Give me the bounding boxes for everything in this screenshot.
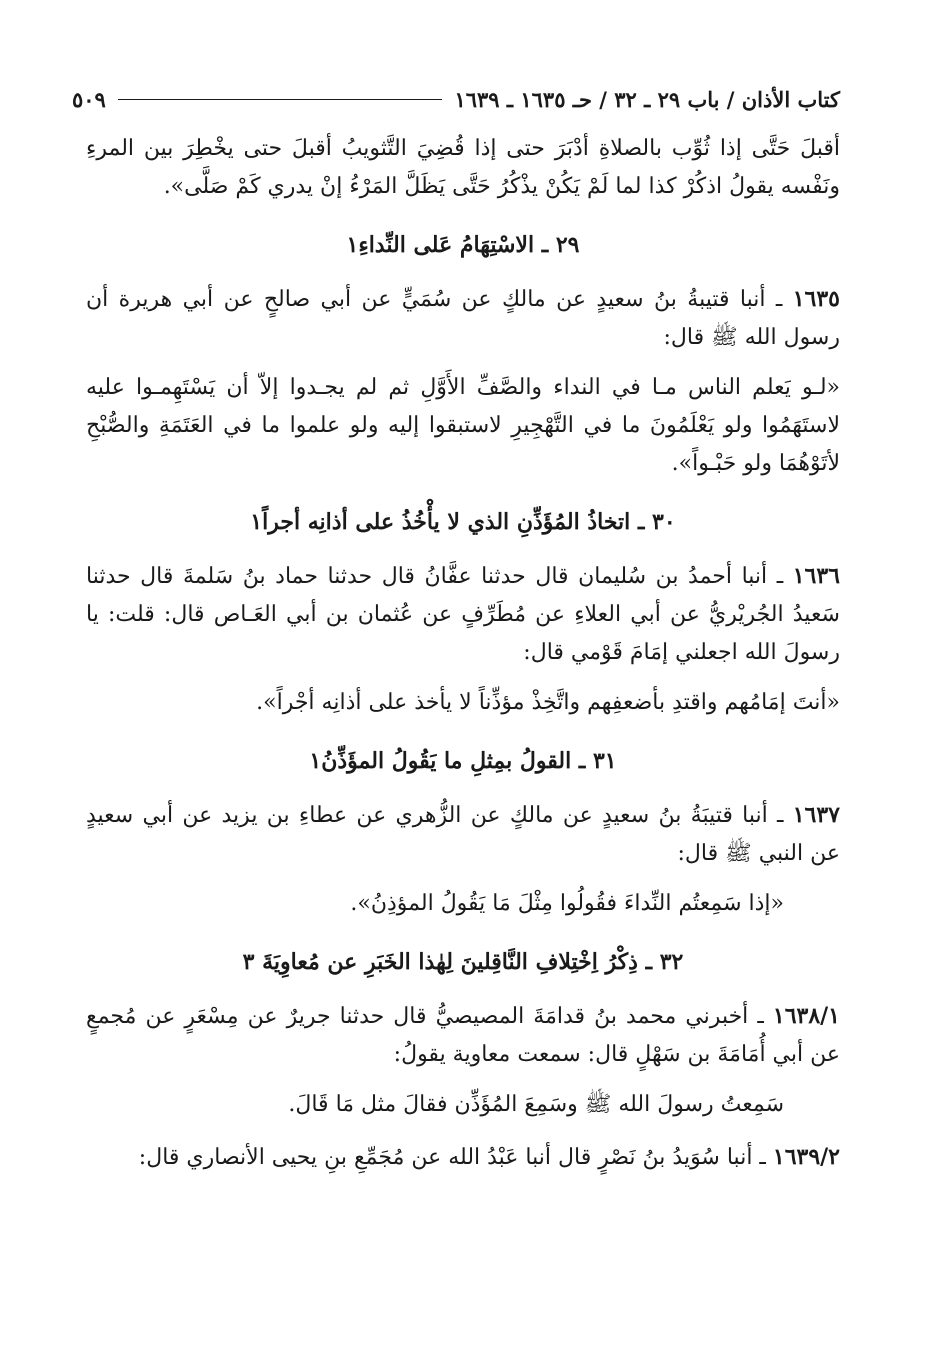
- hadith-isnad: ـ أخبرني محمد بنُ قدامَةَ المصيصيُّ قال حدثنا جريرٌ عن مِسْعَرٍ عن مُجمعٍ عن أبي أُمَامَةَ بن سَهْلٍ قال: سمعت معاوية يقولُ:: [86, 1004, 840, 1067]
- hadith-number: ١٦٣٧: [792, 802, 840, 828]
- page-number: ٥٠٩: [72, 86, 106, 112]
- hadith-isnad: ـ أنبا أحمدُ بن سُليمان قال حدثنا عفَّانُ قال حدثنا حماد بنُ سَلمةَ قال حدثنا سَعيدُ الجُريْريُّ عن أبي العلاءِ عن مُطَرِّفٍ عن عُثمان بن أبي العَـاص قال: قلت: يا رسولَ الله اجعلني إمَامَ قَوْمي قال:: [86, 564, 840, 665]
- continuation-text: أقبلَ حَتَّى إذا ثُوِّب بالصلاةِ أدْبَرَ حتى إذا قُضِيَ التَّثويبُ أقبلَ حتى يخْطِرَ بين المرءِ ونَفْسه يقولُ اذكُرْ كذا لما لَمْ يَكُنْ يذْكُرُ حَتَّى يَظَلَّ المَرْءُ إنْ يدري كَمْ صَلَّى».: [86, 136, 840, 199]
- hadith-number: ١٦٣٨/١: [772, 1003, 840, 1029]
- page-body: [86, 130, 840, 1315]
- hadith-number: ١٦٣٥: [792, 286, 840, 312]
- hadith-1637: [86, 796, 840, 873]
- chapter-heading-32: ٣٢ ـ ذِكْرُ اِخْتِلافِ النَّاقِلينَ لِهٰذا الخَبَرِ عن مُعاوِيَةَ ٣: [242, 949, 684, 975]
- running-header: [72, 82, 840, 116]
- hadith-matn: سَمِعتُ رسولَ الله ﷺ وسَمِعَ المُؤَذِّن فقالَ مثل مَا قَالَ.: [288, 1092, 784, 1117]
- hadith-isnad: ـ أنبا قتيبَةُ بنُ سعيدٍ عن مالكٍ عن الزُّهري عن عطاءِ بن يزيد عن أبي سعيدٍ عن النبي ﷺ قال:: [86, 803, 840, 866]
- header-rule: [118, 99, 443, 100]
- chapter-heading-30: ٣٠ ـ اتخاذُ المُؤَذِّنِ الذي لا يأْخُذُ على أذانِه أجراً١: [250, 509, 676, 535]
- hadith-1635: [86, 280, 840, 357]
- hadith-matn: «لـو يَعلم الناس مـا في النداء والصَّفِّ الأَوَّلِ ثم لم يجـدوا إلاّ أن يَسْتَهِمـوا عليه لاستَهَمُوا ولو يَعْلَمُونَ ما في التَّهْجِيرِ لاستبقوا إليه ولو علموا ما في العَتَمَةِ والصُّبْحِ لأتَوْهُمَا ولو حَبْـواً».: [86, 375, 840, 476]
- hadith-matn: «إذا سَمِعتُم النِّداءَ فقُولُوا مِثْلَ مَا يَقُولُ المؤذِنُ».: [350, 891, 784, 916]
- hadith-1636: [86, 557, 840, 672]
- hadith-number: ١٦٣٩/٢: [772, 1144, 840, 1170]
- chapter-heading-29: ٢٩ ـ الاسْتِهَامُ عَلى النِّداءِ١: [346, 232, 580, 258]
- chapter-heading-31: ٣١ ـ القولُ بمِثلِ ما يَقُولُ المؤَذِّنُ١: [309, 748, 617, 774]
- hadith-matn: «أنتَ إمَامُهم واقتدِ بأضعفِهم واتَّخِذْ مؤذِّناً لا يأخذ على أذانِه أجْراً».: [256, 690, 840, 715]
- hadith-1638: [86, 997, 840, 1074]
- hadith-number: ١٦٣٦: [792, 563, 840, 589]
- hadith-isnad: ـ أنبا قتيبةُ بنُ سعيدٍ عن مالكٍ عن سُمَيٍّ عن أبي صالحٍ عن أبي هريرة أن رسول الله ﷺ قال:: [86, 287, 840, 350]
- running-title: كتاب الأذان / باب ٢٩ ـ ٣٢ / حـ ١٦٣٥ ـ ١٦٣٩: [454, 86, 840, 112]
- hadith-isnad: ـ أنبا سُوَيدُ بنُ نَصْرٍ قال أنبا عَبْدُ الله عن مُجَمِّعِ بنِ يحيى الأنصاري قال:: [138, 1145, 766, 1170]
- hadith-1639: [86, 1138, 840, 1177]
